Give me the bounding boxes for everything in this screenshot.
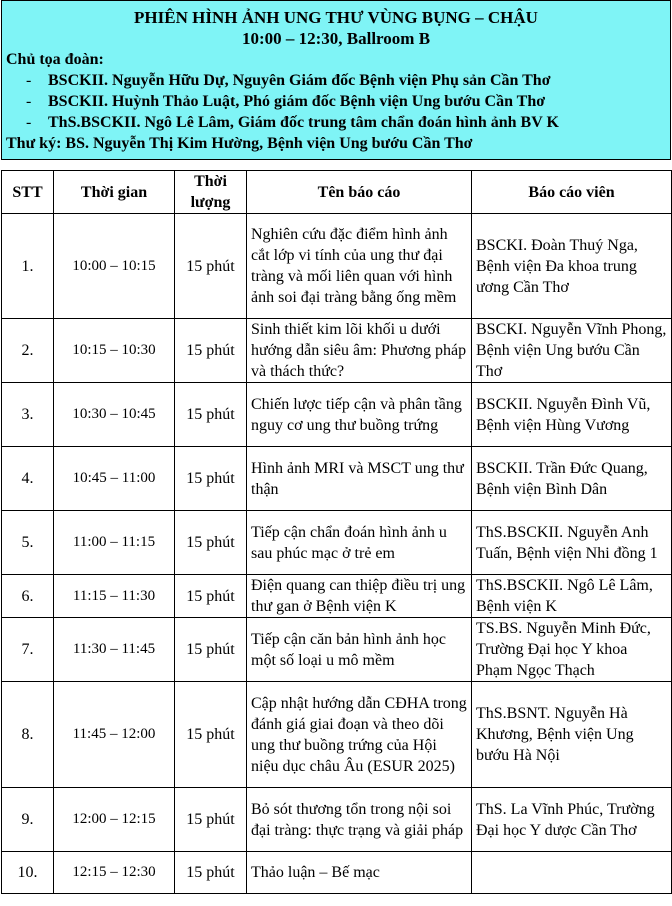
cell-title: Tiếp cận chẩn đoán hình ảnh u sau phúc mạc ở trẻ em [247,511,472,575]
cell-time: 10:00 – 10:15 [54,214,175,319]
cell-stt: 3. [2,383,54,447]
cell-speaker: ThS. La Vĩnh Phúc, Trường Đại học Y dược Cần Thơ [472,788,672,852]
cell-time: 11:45 – 12:00 [54,682,175,788]
cell-speaker: BSCKII. Trần Đức Quang, Bệnh viện Bình Dân [472,447,672,511]
cell-duration: 15 phút [175,214,247,319]
table-row [2,319,672,383]
table-row [2,511,672,575]
header-stt: STT [2,171,54,214]
cell-duration: 15 phút [175,618,247,682]
cell-title: Chiến lược tiếp cận và phân tầng nguy cơ ung thư buồng trứng [247,383,472,447]
cell-speaker: BSCKI. Nguyễn Vĩnh Phong, Bệnh viện Ung bướu Cần Thơ [472,319,672,383]
cell-title: Tiếp cận căn bản hình ảnh học một số loại u mô mềm [247,618,472,682]
cell-time: 12:00 – 12:15 [54,788,175,852]
cell-title: Thảo luận – Bế mạc [247,852,472,894]
cell-title: Điện quang can thiệp điều trị ung thư gan ở Bệnh viện K [247,575,472,618]
secretary-line: Thư ký: BS. Nguyễn Thị Kim Hường, Bệnh viện Ung bướu Cần Thơ [6,135,473,152]
cell-time: 10:30 – 10:45 [54,383,175,447]
bullet-dash: - [26,72,32,89]
cell-speaker: BSCKII. Nguyễn Đình Vũ, Bệnh viện Hùng Vương [472,383,672,447]
cell-time: 11:00 – 11:15 [54,511,175,575]
session-time-location: 10:00 – 12:30, Ballroom B [241,29,431,48]
cell-duration: 15 phút [175,852,247,894]
cell-duration: 15 phút [175,383,247,447]
cell-stt: 4. [2,447,54,511]
cell-title: Bỏ sót thương tổn trong nội soi đại tràng: thực trạng và giải pháp [247,788,472,852]
cell-title: Sinh thiết kim lõi khối u dưới hướng dẫn siêu âm: Phương pháp và thách thức? [247,319,472,383]
header-duration: Thời lượng [175,171,247,214]
chair-item [6,91,666,112]
table-row [2,575,672,618]
header-title: Tên báo cáo [247,171,472,214]
cell-speaker: ThS.BSNT. Nguyễn Hà Khương, Bệnh viện Ung bướu Hà Nội [472,682,672,788]
cell-stt: 1. [2,214,54,319]
cell-stt: 7. [2,618,54,682]
cell-time: 12:15 – 12:30 [54,852,175,894]
chair-item [6,70,666,91]
cell-title: Cập nhật hướng dẫn CĐHA trong đánh giá giai đoạn và theo dõi ung thư buồng trứng của Hội niệu dục châu Âu (ESUR 2025) [247,682,472,788]
session-header [1,0,671,160]
table-row [2,618,672,682]
schedule-table [1,170,672,894]
chair-name: BSCKII. Huỳnh Thảo Luật, Phó giám đốc Bệnh viện Ung bướu Cần Thơ [48,93,546,110]
cell-time: 10:15 – 10:30 [54,319,175,383]
cell-title: Hình ảnh MRI và MSCT ung thư thận [247,447,472,511]
cell-speaker: TS.BS. Nguyễn Minh Đức, Trường Đại học Y khoa Phạm Ngọc Thạch [472,618,672,682]
cell-duration: 15 phút [175,575,247,618]
cell-stt: 8. [2,682,54,788]
table-row [2,788,672,852]
cell-time: 11:15 – 11:30 [54,575,175,618]
chairs-label: Chủ tọa đoàn: [6,51,104,68]
header-time: Thời gian [54,171,175,214]
table-row [2,852,672,894]
cell-title: Nghiên cứu đặc điểm hình ảnh cắt lớp vi tính của ung thư đại tràng và mối liên quan với hình ảnh soi đại tràng bằng ống mềm [247,214,472,319]
table-row [2,682,672,788]
cell-time: 10:45 – 11:00 [54,447,175,511]
chair-name: ThS.BSCKII. Ngô Lê Lâm, Giám đốc trung tâm chẩn đoán hình ảnh BV K [48,114,559,131]
bullet-dash: - [26,93,32,110]
cell-stt: 10. [2,852,54,894]
cell-speaker: ThS.BSCKII. Nguyễn Anh Tuấn, Bệnh viện Nhi đồng 1 [472,511,672,575]
cell-duration: 15 phút [175,319,247,383]
cell-speaker: BSCKI. Đoàn Thuý Nga, Bệnh viện Đa khoa trung ương Cần Thơ [472,214,672,319]
cell-duration: 15 phút [175,511,247,575]
bullet-dash: - [26,114,32,131]
cell-duration: 15 phút [175,682,247,788]
cell-stt: 6. [2,575,54,618]
cell-speaker: ThS.BSCKII. Ngô Lê Lâm, Bệnh viện K [472,575,672,618]
cell-duration: 15 phút [175,788,247,852]
program-page [1,0,671,894]
cell-duration: 15 phút [175,447,247,511]
cell-stt: 9. [2,788,54,852]
cell-stt: 2. [2,319,54,383]
session-title: PHIÊN HÌNH ẢNH UNG THƯ VÙNG BỤNG – CHẬU [134,8,538,27]
table-row [2,214,672,319]
cell-stt: 5. [2,511,54,575]
table-header-row [2,171,672,214]
chair-item [6,112,666,133]
table-row [2,447,672,511]
table-row [2,383,672,447]
chair-name: BSCKII. Nguyễn Hữu Dự, Nguyên Giám đốc Bệnh viện Phụ sản Cần Thơ [48,72,551,89]
cell-time: 11:30 – 11:45 [54,618,175,682]
cell-speaker [472,852,672,894]
header-speaker: Báo cáo viên [472,171,672,214]
